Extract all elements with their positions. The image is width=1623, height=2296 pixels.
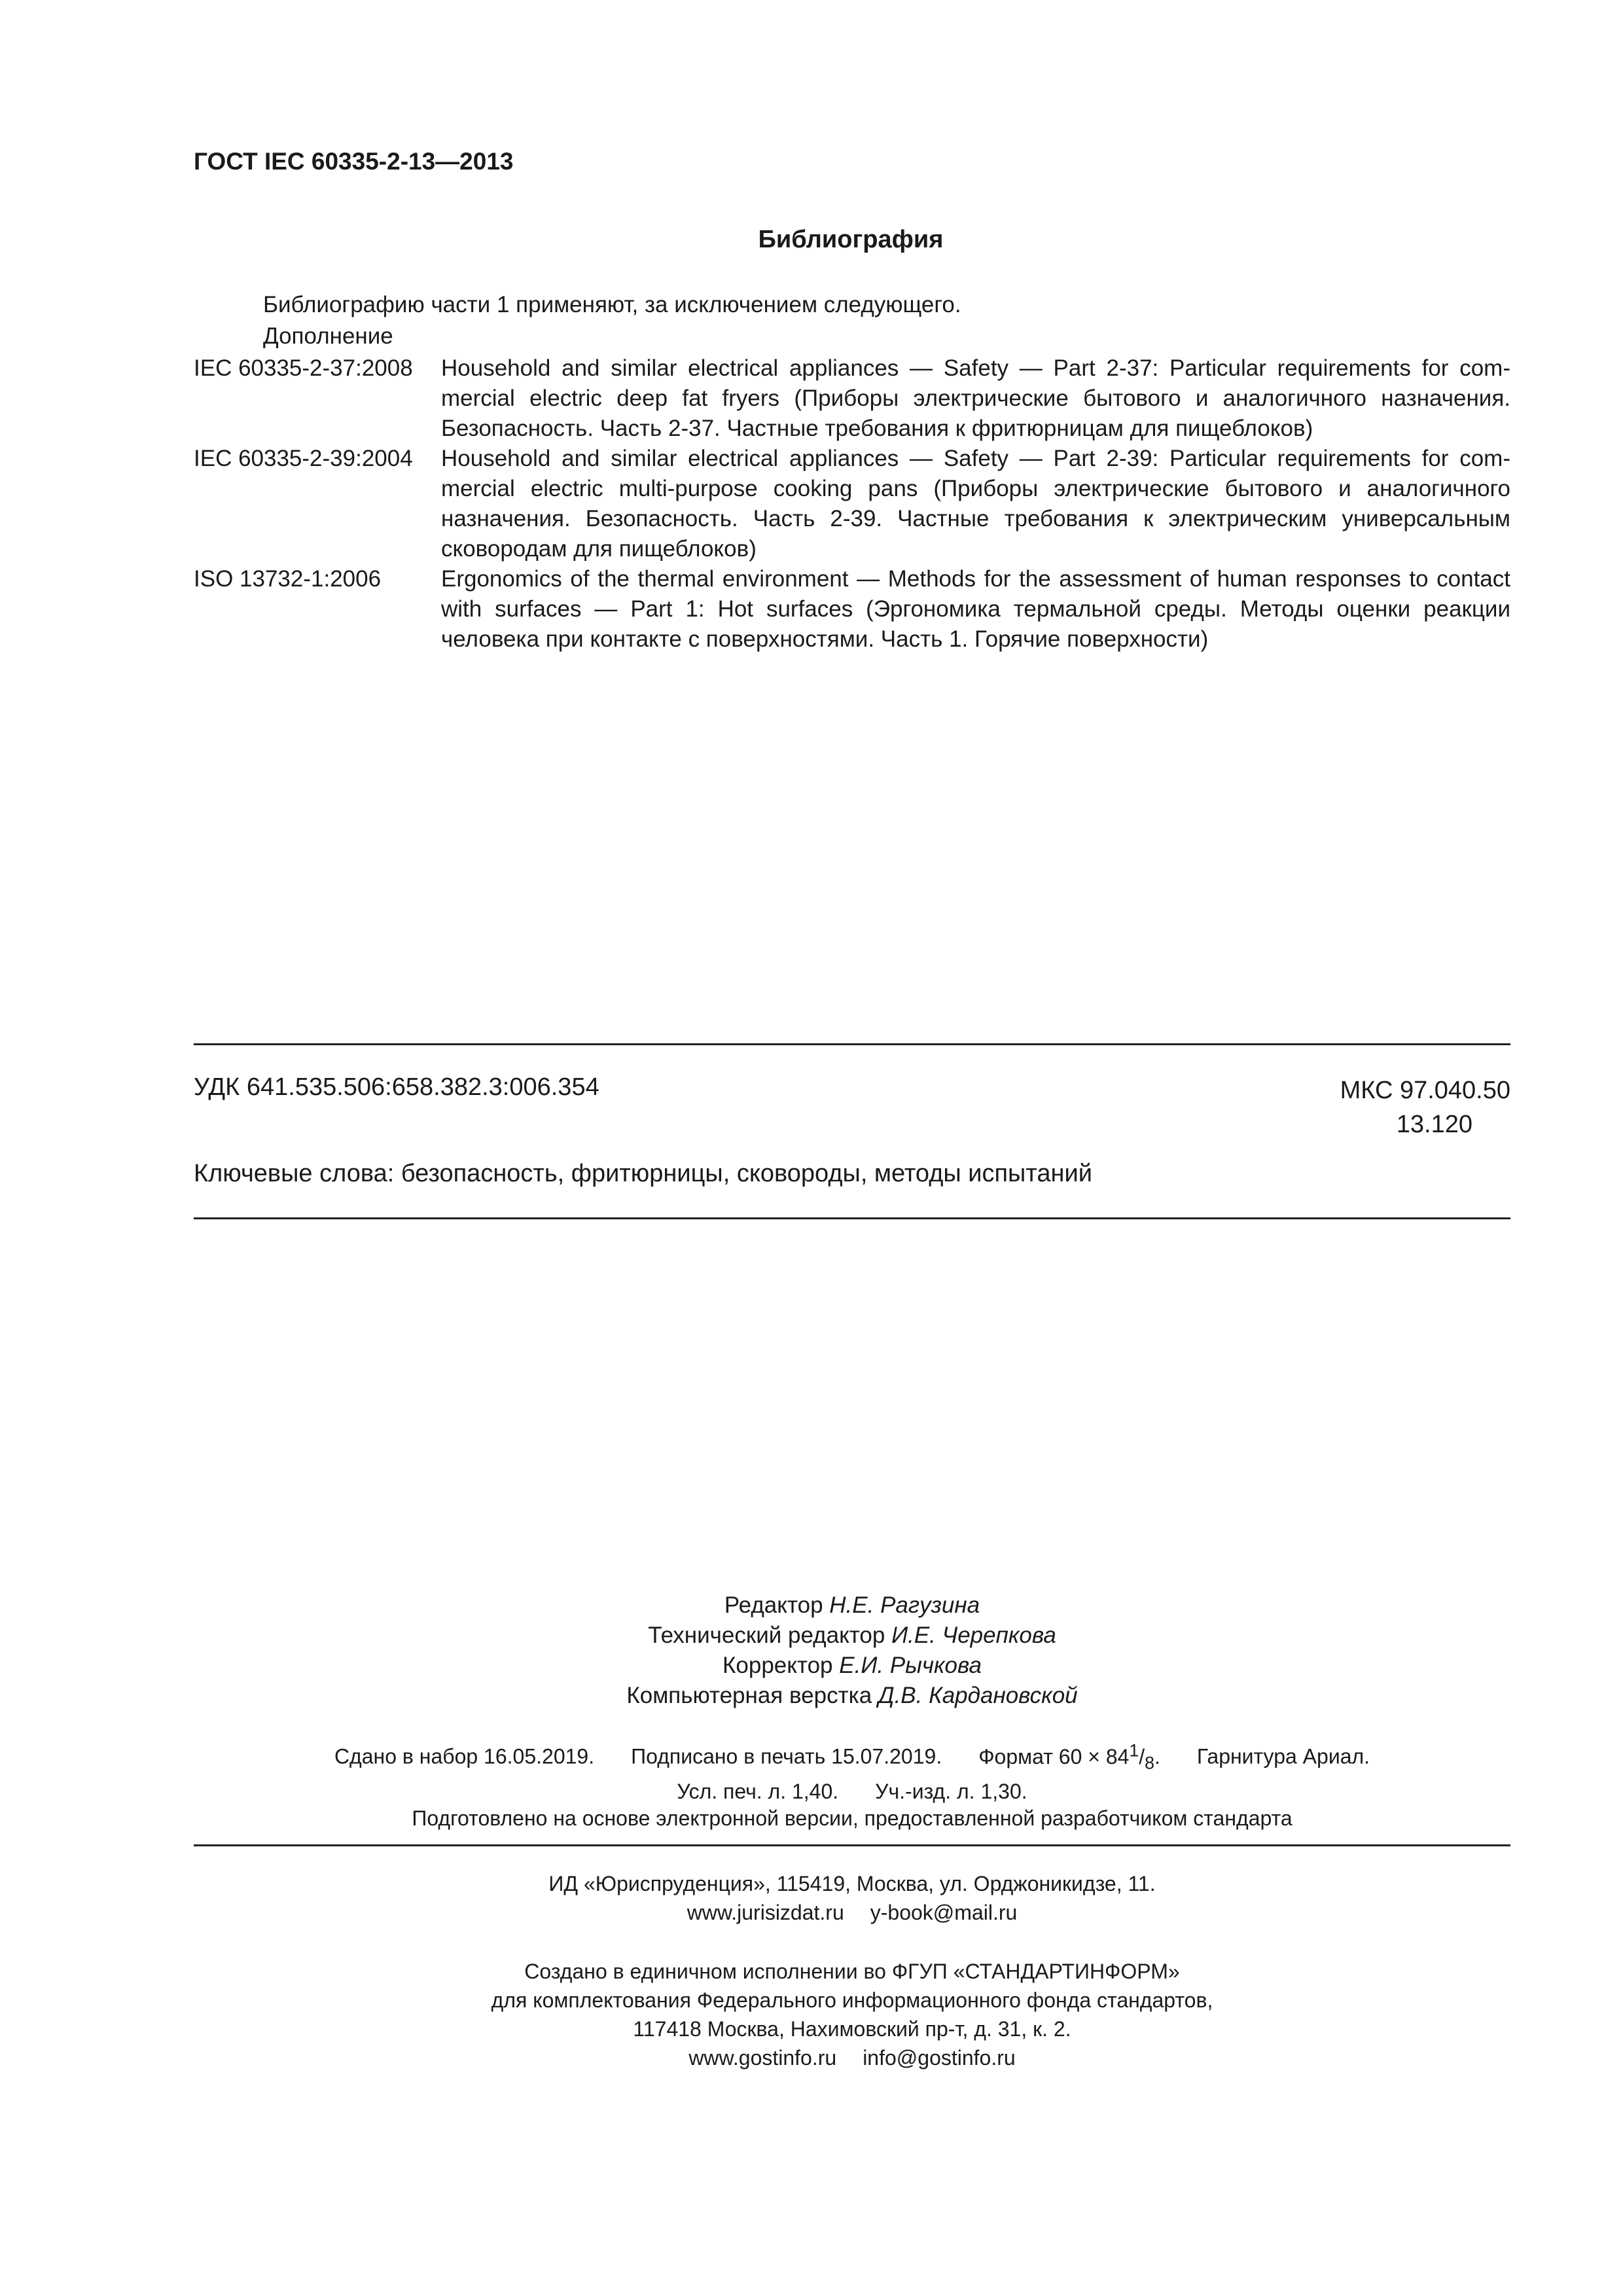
divider-keywords (194, 1217, 1510, 1219)
addition-label: Дополнение (263, 323, 393, 349)
credits-block (0, 1590, 1623, 1711)
mks-codes (1340, 1073, 1510, 1141)
signed-date: Подписано в печать 15.07.2019. (631, 1744, 942, 1768)
editor-name: Н.Е. Рагузина (829, 1592, 980, 1618)
created-line-2: для комплектования Федерального информационного фонда стандартов, (491, 1988, 1213, 2012)
document-code-header: ГОСТ IEC 60335-2-13—2013 (194, 148, 514, 175)
created-block (0, 1957, 1623, 2072)
publisher-contacts (0, 1898, 1623, 1927)
layout-line (0, 1681, 1623, 1711)
bibliography-intro (263, 289, 961, 352)
divider-publisher (194, 1844, 1510, 1846)
bibliography-entry (194, 444, 1510, 564)
bibliography-entry (194, 353, 1510, 444)
prepared-note: Подготовлено на основе электронной версии, предоставленной разработчиком стандарта (412, 1806, 1293, 1830)
created-contacts (0, 2043, 1623, 2072)
gostinfo-email[interactable]: info@gostinfo.ru (863, 2046, 1016, 2070)
gostinfo-website[interactable]: www.gostinfo.ru (688, 2046, 837, 2070)
created-line-3: 117418 Москва, Нахимовский пр-т, д. 31, к. 2. (633, 2017, 1071, 2041)
intro-line: Библиографию части 1 применяют, за исключением следующего. (263, 292, 961, 317)
pub-sheets: Уч.-изд. л. 1,30. (875, 1780, 1027, 1804)
publisher-website[interactable]: www.jurisizdat.ru (687, 1901, 844, 1924)
entry-description: Household and similar electrical appliances — Safety — Part 2-37: Particular requirements for commercial electric deep fat fryers (Приборы электрические бытового и аналогичного назначения. Безопасность. Часть 2-37. Частные требования к фритюрницам для пищеблоков) (441, 355, 1510, 441)
entry-code: IEC 60335-2-37:2008 (194, 355, 413, 381)
keywords: Ключевые слова: безопасность, фритюрницы, сковороды, методы испытаний (194, 1160, 1092, 1187)
created-line-1: Создано в единичном исполнении во ФГУП «СТАНДАРТИНФОРМ» (524, 1960, 1180, 1983)
mks-line-1: МКС 97.040.50 (1340, 1077, 1510, 1104)
mks-line-2: 13.120 (1396, 1111, 1472, 1138)
print-info-line-2 (0, 1777, 1623, 1806)
corrector-name: Е.И. Рычкова (839, 1653, 982, 1678)
entry-code: IEC 60335-2-39:2004 (194, 446, 413, 471)
print-info (0, 1736, 1623, 1806)
divider-top (194, 1043, 1510, 1045)
entry-code: ISO 13732-1:2006 (194, 566, 382, 592)
publisher-email[interactable]: y-book@mail.ru (870, 1901, 1018, 1924)
paper-format: Формат $60 \times 84^1/_8$. (978, 1740, 1160, 1773)
editor-label: Редактор (724, 1592, 823, 1618)
publisher-address: ИД «Юриспруденция», 115419, Москва, ул. Орджоникидзе, 11. (548, 1872, 1156, 1895)
print-sheets: Усл. печ. л. 1,40. (677, 1780, 839, 1804)
tech-editor-line (0, 1621, 1623, 1651)
tech-editor-label: Технический редактор (648, 1623, 885, 1648)
layout-label: Компьютерная верстка (626, 1683, 872, 1708)
corrector-line (0, 1651, 1623, 1681)
bibliography-entry (194, 564, 1510, 655)
print-info-line-1 (0, 1736, 1623, 1777)
tech-editor-name: И.Е. Черепкова (891, 1623, 1056, 1648)
bibliography-list (194, 353, 1510, 655)
entry-description: Household and similar electrical appliances — Safety — Part 2-39: Particular requirements for commercial electric multi-purpose cooking pans (Приборы электрические бытового и аналогичного назначения. Безопасность. Часть 2-39. Частные требования к электрическим универсальным сковородам для пищеблоков) (441, 446, 1510, 562)
bibliography-title: Библиография (758, 226, 944, 253)
udk-code: УДК 641.535.506:658.382.3:006.354 (194, 1073, 599, 1101)
corrector-label: Корректор (722, 1653, 833, 1678)
typeface: Гарнитура Ариал. (1196, 1744, 1370, 1768)
editor-line (0, 1590, 1623, 1621)
layout-name: Д.В. Кардановской (878, 1683, 1078, 1708)
submitted-date: Сдано в набор 16.05.2019. (334, 1744, 595, 1768)
entry-description: Ergonomics of the thermal environment — Methods for the assessment of human responses to contact with surfaces — Part 1: Hot surfaces (Эргономика термальной среды. Методы оценки реакции человека при контакте с поверхностями. Часть 1. Горячие поверхности) (441, 566, 1510, 652)
publisher-block (0, 1869, 1623, 1927)
